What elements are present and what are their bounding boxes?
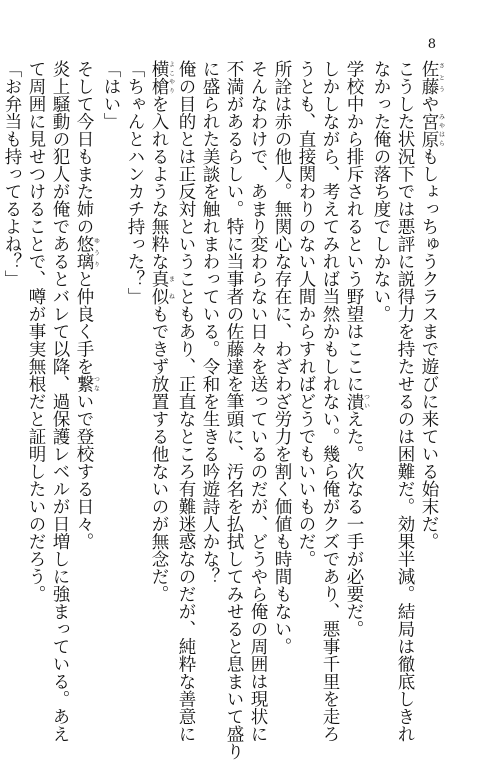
body-text	[2, 60, 445, 760]
ruby-annotation: 真似まね	[149, 270, 175, 305]
text-line: うとも、直接関わりのない人間からすればどうでもいいものだ。	[296, 60, 316, 568]
text-line: 横槍よこやりを入れるような無粋な真似まねもできず放置する他ないのが無念だ。	[149, 60, 175, 603]
ruby-annotation: 横槍よこやり	[149, 60, 175, 95]
page-number: 8	[427, 37, 436, 52]
ruby-annotation: 佐藤さとう	[419, 60, 445, 95]
text-line: そんなわけで、あまり変わらない日々を送っているのだが、どうやら俺の周囲は現状に	[248, 60, 268, 743]
text-line: て周囲に見せつけることで、噂が事実無根だと証明したいのだろう。	[26, 60, 46, 603]
text-line: 炎上騒動の犯人が俺であるとバレて以降、過保護レベルが日増しに強まっている。あえ	[50, 60, 70, 743]
text-line: なかった俺の落ち度でしかない。	[371, 60, 391, 323]
dialogue-line: 「お弁当も持ってるよね？」	[2, 60, 22, 288]
ruby-annotation: 宮原みやはら	[419, 112, 445, 148]
text-line: に盛られた美談を触れまわっている。令和を生きる吟遊詩人かな？	[200, 60, 220, 585]
text-line: 佐藤さとうや宮原みやはらもしょっちゅうクラスまで遊びに来ている始末だ。	[419, 60, 445, 550]
text-line: そして今日もまた姉の悠璃ゆうりと仲良く手を繋つないで登校する日々。	[74, 60, 100, 550]
text-line: こうした状況下では悪評に説得力を持たせるのは困難だ。効果半減。結局は徹底しきれ	[395, 60, 415, 743]
text-line: 不満があるらしい。特に当事者の佐藤達を筆頭に、汚名を払拭してみせると息まいて盛り	[224, 60, 244, 760]
ruby-annotation: 潰つい	[344, 392, 370, 410]
text-line: 学校中から排斥されるという野望はここに潰ついえた。次なる一手が必要だ。	[344, 60, 370, 638]
text-line: 所詮は赤の他人。無関心な存在に、わざわざ労力を割く価値も時間もない。	[272, 60, 292, 655]
dialogue-line: 「ちゃんとハンカチ持った？」	[125, 60, 145, 305]
text-line: しかしながら、考えてみれば当然かもしれない。幾ら俺がクズであり、悪事千里を走ろ	[320, 60, 340, 743]
text-line: 俺の目的とは正反対ということもあり、正直なところ有難迷惑なのだが、純粋な善意に	[176, 60, 196, 743]
ruby-annotation: 悠璃ゆうり	[74, 235, 100, 270]
dialogue-line: 「はい」	[101, 60, 121, 130]
ruby-annotation: 繋つな	[74, 375, 100, 393]
